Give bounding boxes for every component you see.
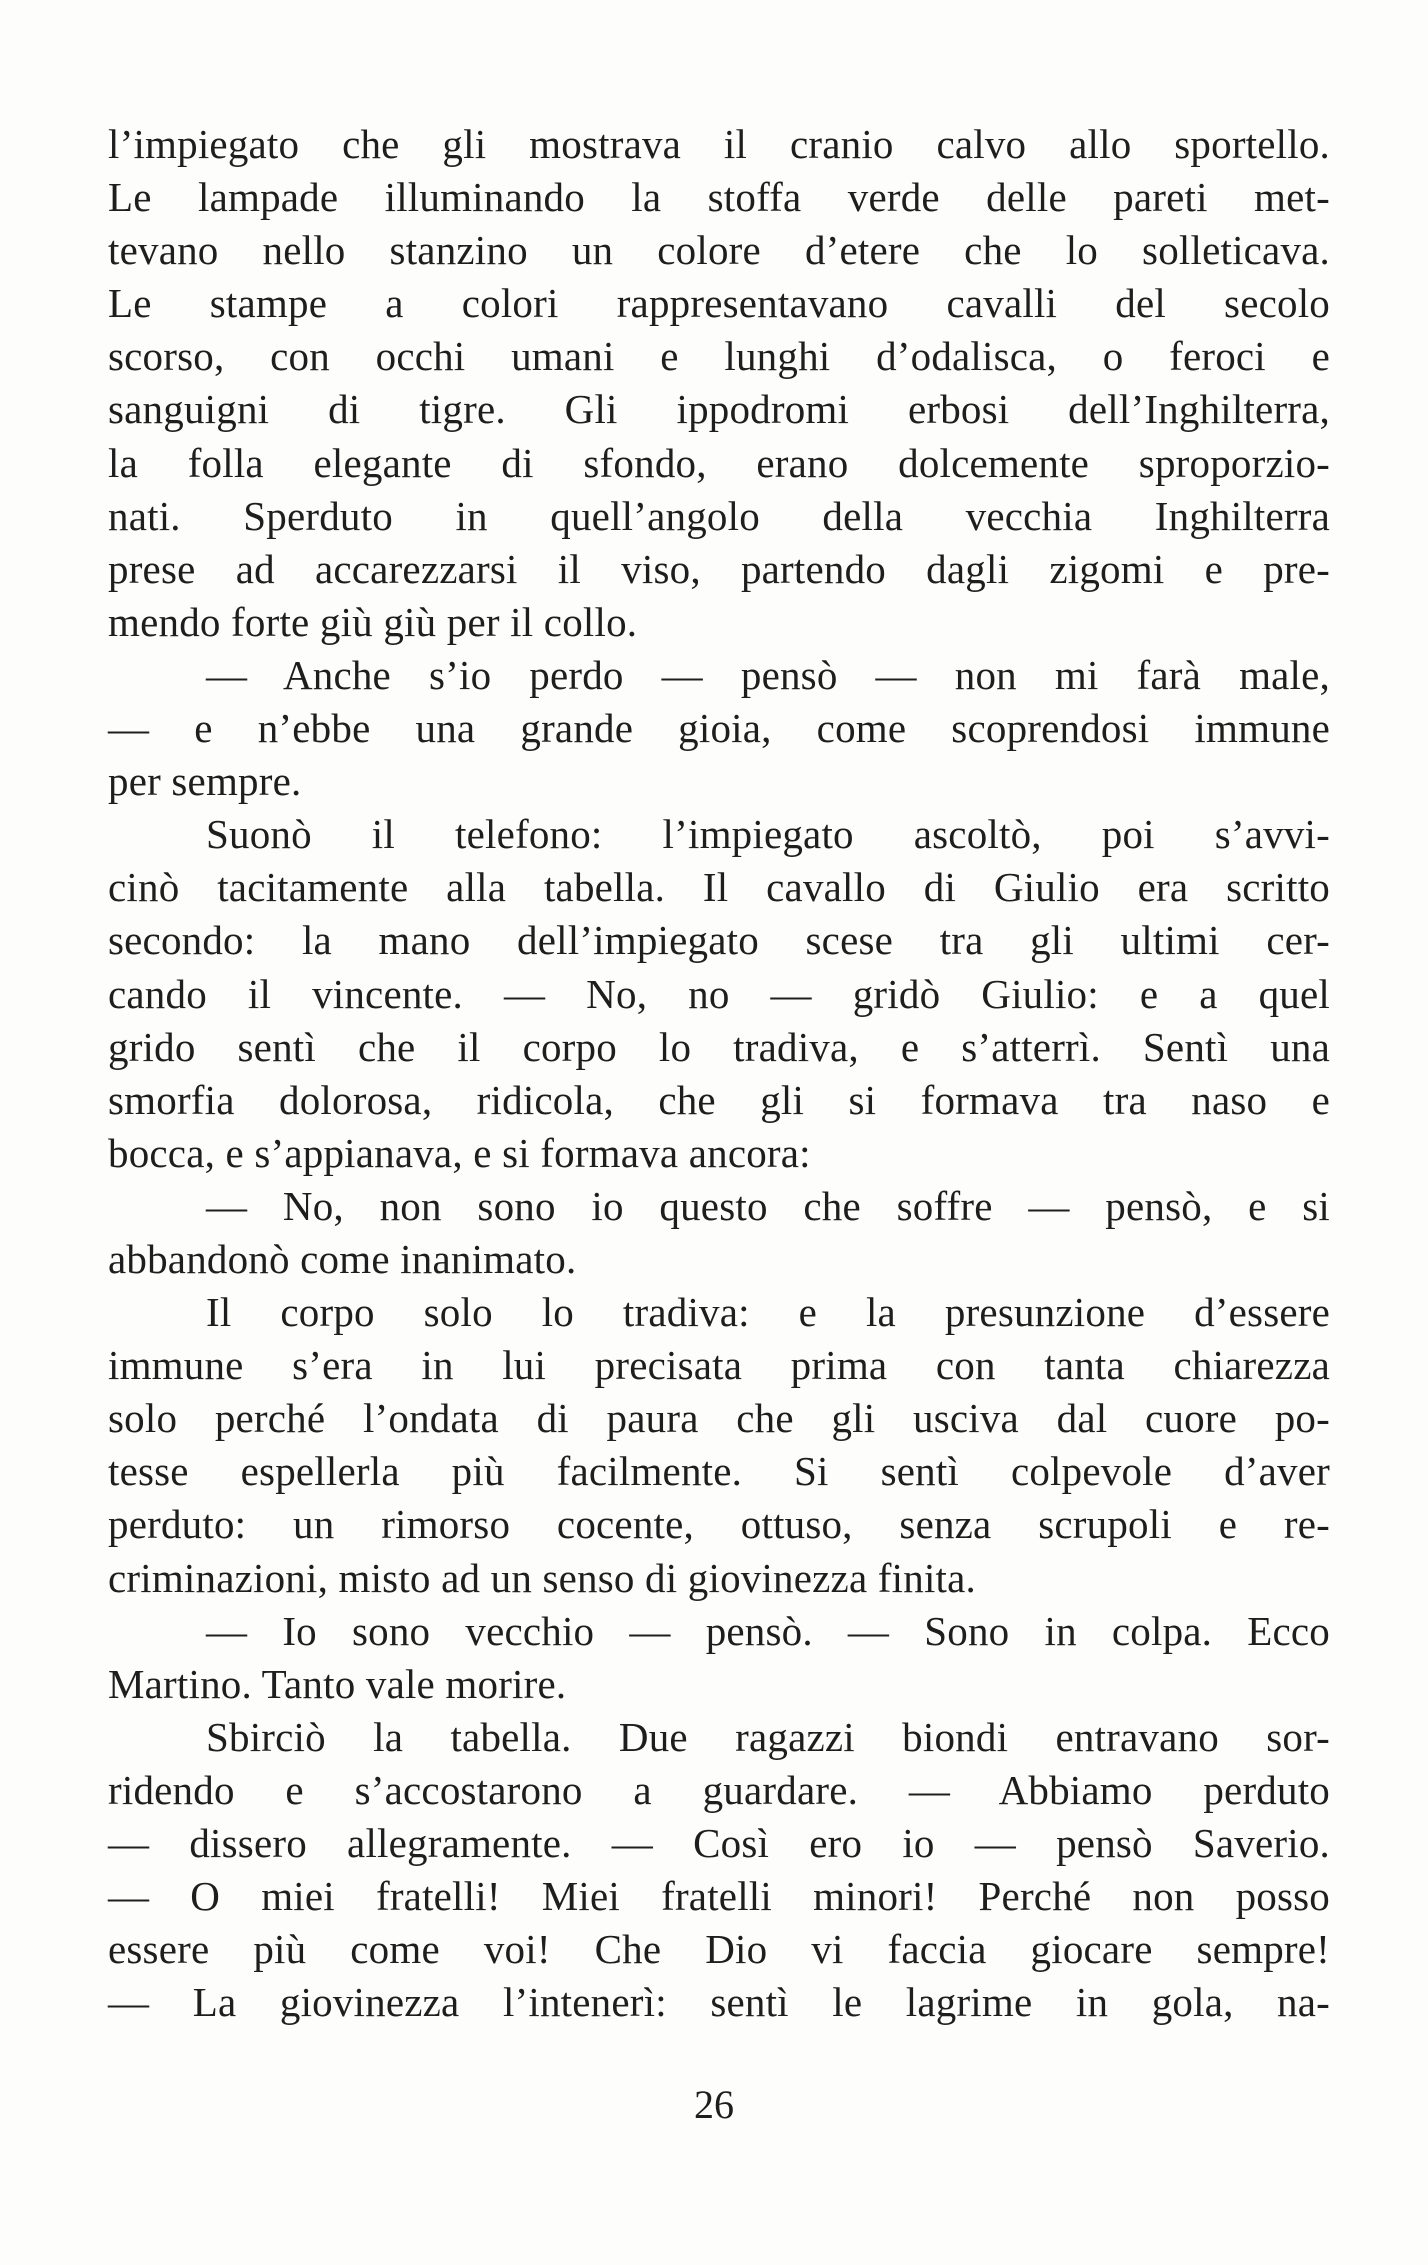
text-line: la folla elegante di sfondo, erano dolcemente sproporzio-: [108, 439, 1330, 486]
text-line: bocca, e s’appianava, e si formava ancora:: [108, 1129, 811, 1176]
text-line: — dissero allegramente. — Così ero io — pensò Saverio.: [108, 1820, 1330, 1866]
text-line: grido sentì che il corpo lo tradiva, e s’atterrì. Sentì una: [108, 1023, 1330, 1070]
text-line: tesse espellerla più facilmente. Si sentì colpevole d’aver: [108, 1448, 1330, 1495]
text-line: prese ad accarezzarsi il viso, partendo dagli zigomi e pre-: [108, 545, 1330, 592]
text-line: Le lampade illuminando la stoffa verde delle pareti met-: [108, 174, 1330, 221]
text-line: — e n’ebbe una grande gioia, come scoprendosi immune: [108, 705, 1330, 752]
text-line: solo perché l’ondata di paura che gli usciva dal cuore po-: [108, 1395, 1330, 1442]
text-line: nati. Sperduto in quell’angolo della vecchia Inghilterra: [108, 492, 1330, 539]
text-line: essere più come voi! Che Dio vi faccia giocare sempre!: [108, 1926, 1330, 1973]
text-line: immune s’era in lui precisata prima con tanta chiarezza: [108, 1342, 1330, 1389]
text-line: smorfia dolorosa, ridicola, che gli si formava tra naso e: [108, 1076, 1330, 1123]
text-line: tevano nello stanzino un colore d’etere che lo solleticava.: [108, 227, 1330, 274]
text-line: cando il vincente. — No, no — gridò Giulio: e a quel: [108, 970, 1330, 1017]
page-text-block: [108, 118, 1330, 2029]
text-line: abbandonò come inanimato.: [108, 1235, 577, 1282]
text-line: — Anche s’io perdo — pensò — non mi farà male,: [206, 651, 1330, 698]
text-line: sanguigni di tigre. Gli ippodromi erbosi dell’Inghilterra,: [108, 386, 1330, 433]
page-number: 26: [694, 2082, 734, 2127]
text-line: l’impiegato che gli mostrava il cranio calvo allo sportello.: [108, 121, 1330, 167]
text-line: cinò tacitamente alla tabella. Il cavallo di Giulio era scritto: [108, 864, 1330, 911]
text-line: per sempre.: [108, 758, 302, 805]
text-line: criminazioni, misto ad un senso di giovinezza finita.: [108, 1554, 976, 1601]
text-line: Suonò il telefono: l’impiegato ascoltò, poi s’avvi-: [206, 811, 1330, 858]
text-line: — O miei fratelli! Miei fratelli minori! Perché non posso: [108, 1873, 1330, 1920]
text-line: — Io sono vecchio — pensò. — Sono in colpa. Ecco: [206, 1607, 1330, 1654]
text-line: ridendo e s’accostarono a guardare. — Abbiamo perduto: [108, 1766, 1330, 1813]
text-line: mendo forte giù giù per il collo.: [108, 598, 638, 645]
text-line: perduto: un rimorso cocente, ottuso, senza scrupoli e re-: [108, 1501, 1330, 1548]
text-line: Il corpo solo lo tradiva: e la presunzione d’essere: [206, 1289, 1330, 1336]
text-line: Le stampe a colori rappresentavano cavalli del secolo: [108, 280, 1330, 327]
text-line: — No, non sono io questo che soffre — pensò, e si: [206, 1182, 1330, 1229]
text-line: secondo: la mano dell’impiegato scese tra gli ultimi cer-: [108, 917, 1330, 964]
text-line: Sbirciò la tabella. Due ragazzi biondi entravano sor-: [206, 1713, 1330, 1760]
text-line: Martino. Tanto vale morire.: [108, 1660, 567, 1707]
text-line: scorso, con occhi umani e lunghi d’odalisca, o feroci e: [108, 333, 1330, 380]
text-line: — La giovinezza l’intenerì: sentì le lagrime in gola, na-: [108, 1979, 1330, 2026]
